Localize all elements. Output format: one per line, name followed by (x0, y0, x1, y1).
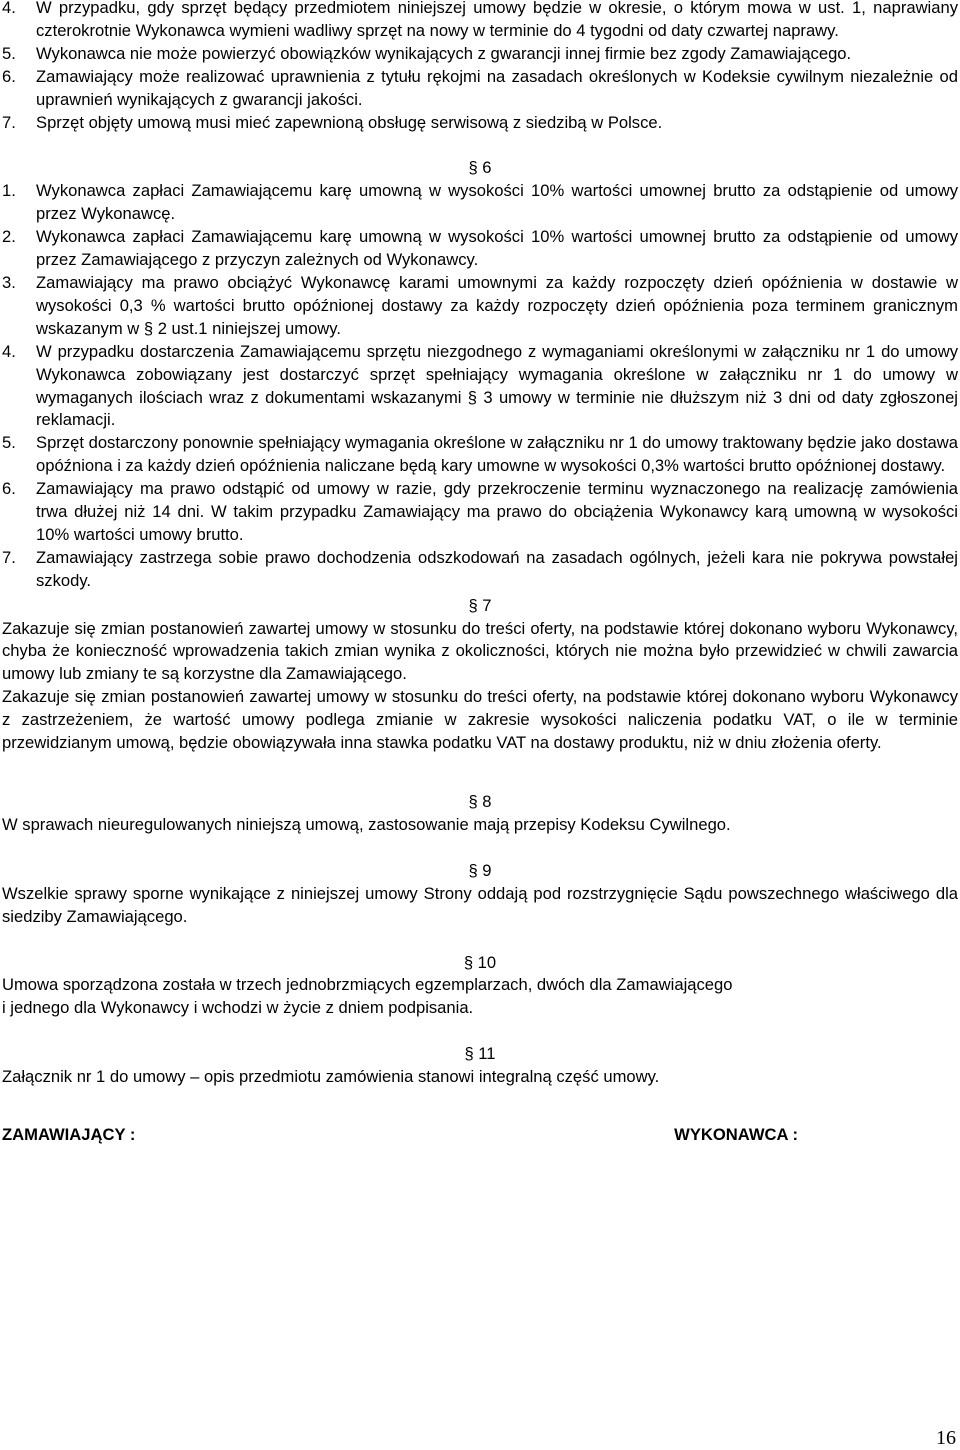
section-8-heading: § 8 (468, 792, 492, 811)
list-item: 6. Zamawiający ma prawo odstąpić od umowy w razie, gdy przekroczenie terminu wyznaczonego na realizację zamówienia trwa dłużej niż 14 dni. W takim przypadku Zamawiający ma prawo do obciążenia Wykonawcy karą umowną w wysokości 10% wartości umowy brutto. (2, 479, 958, 544)
signature-row (2, 1124, 798, 1147)
section5-tail (2, 0, 958, 134)
section6-list (2, 180, 958, 592)
section7-paragraph: Zakazuje się zmian postanowień zawartej umowy w stosunku do treści oferty, na podstawie której dokonano wyboru Wykonawcy, chyba że konieczność wprowadzenia takich zmian wynika z okoliczności, których nie można było przewidzieć w chwili zawarcia umowy lub zmiany te są korzystne dla Zamawiającego. (2, 618, 958, 684)
section8-text: W sprawach nieuregulowanych niniejszą umową, zastosowanie mają przepisy Kodeksu Cywilnego. (2, 814, 731, 834)
section7-paragraph: Zakazuje się zmian postanowień zawartej umowy w stosunku do treści oferty, na podstawie której dokonano wyboru Wykonawcy z zastrzeżeniem, że wartość umowy podlega zmianie w zakresie wysokości naliczenia podatku VAT, o ile w terminie przewidzianym umową, będzie obowiązywała inna stawka podatku VAT na dostawy produktu, niż w dniu złożenia oferty. (2, 687, 958, 753)
list-item: 6. Zamawiający może realizować uprawnienia z tytułu rękojmi na zasadach określonych w Kodeksie cywilnym niezależnie od uprawnień wynikających z gwarancji jakości. (2, 66, 958, 109)
signature-zamawiajacy-label: ZAMAWIAJĄCY : (2, 1125, 136, 1145)
list-item: 3. Zamawiający ma prawo obciążyć Wykonawcę karami umownymi za każdy rozpoczęty dzień opóźnienia w dostawie w wysokości 0,3 % wartości brutto opóźnionej dostawy za każdy rozpoczęty dzień opóźnienia poza terminem granicznym wskazanym w § 2 ust.1 niniejszej umowy. (2, 272, 958, 338)
list-item: 4. W przypadku dostarczenia Zamawiającemu sprzętu niezgodnego z wymaganiami określonymi w załączniku nr 1 do umowy Wykonawca zobowiązany jest dostarczyć sprzęt spełniający wymagania określone w załączniku nr 1 do umowy w wymaganych ilościach wraz z dokumentami wskazanymi § 3 umowy w terminie nie dłuższym niż 3 dni od daty zgłoszonej reklamacji. (2, 341, 958, 430)
list-item: 4. W przypadku, gdy sprzęt będący przedmiotem niniejszej umowy będzie w okresie, o którym mowa w ust. 1, naprawiany czterokrotnie Wykonawca wymieni wadliwy sprzęt na nowy w terminie do 4 tygodni od daty czwartej naprawy. (2, 0, 958, 40)
list-item: 7. Sprzęt objęty umową musi mieć zapewnioną obsługę serwisową z siedzibą w Polsce. (2, 112, 663, 132)
list-item: 5. Sprzęt dostarczony ponownie spełniający wymagania określone w załączniku nr 1 do umowy traktowany będzie jako dostawa opóźniona i za każdy dzień opóźnienia naliczane będą kary umowne w wysokości 0,3% wartości brutto opóźnionej dostawy. (2, 433, 958, 476)
list-item: 5. Wykonawca nie może powierzyć obowiązków wynikających z gwarancji innej firmie bez zgody Zamawiającego. (2, 43, 852, 63)
signature-wykonawca-label: WYKONAWCA : (674, 1125, 798, 1145)
section-10-heading: § 10 (463, 952, 497, 972)
list-item: 2. Wykonawca zapłaci Zamawiającemu karę umowną w wysokości 10% wartości umownej brutto za odstąpienie od umowy przez Zamawiającego z przyczyn zależnych od Wykonawcy. (2, 227, 958, 270)
section10-line: Umowa sporządzona została w trzech jednobrzmiących egzemplarzach, dwóch dla Zamawiającego (2, 975, 733, 995)
section-9-heading: § 9 (468, 860, 492, 880)
list-item: 1. Wykonawca zapłaci Zamawiającemu karę umowną w wysokości 10% wartości umownej brutto za odstąpienie od umowy przez Wykonawcę. (2, 181, 958, 224)
list-item: 7. Zamawiający zastrzega sobie prawo dochodzenia odszkodowań na zasadach ogólnych, jeżeli kara nie pokrywa powstałej szkody. (2, 547, 958, 590)
section9-text: Wszelkie sprawy sporne wynikające z niniejszej umowy Strony oddają pod rozstrzygnięcie Sądu powszechnego właściwego dla siedziby Zamawiającego. (2, 883, 958, 926)
section10-line: i jednego dla Wykonawcy i wchodzi w życie z dniem podpisania. (2, 998, 474, 1018)
section-11-heading: § 11 (464, 1044, 496, 1064)
section11-text: Załącznik nr 1 do umowy – opis przedmiotu zamówienia stanowi integralną część umowy. (2, 1067, 660, 1087)
page-number: 16 (936, 1427, 956, 1450)
section-6-heading: § 6 (468, 158, 492, 178)
section-7-heading: § 7 (468, 595, 492, 615)
